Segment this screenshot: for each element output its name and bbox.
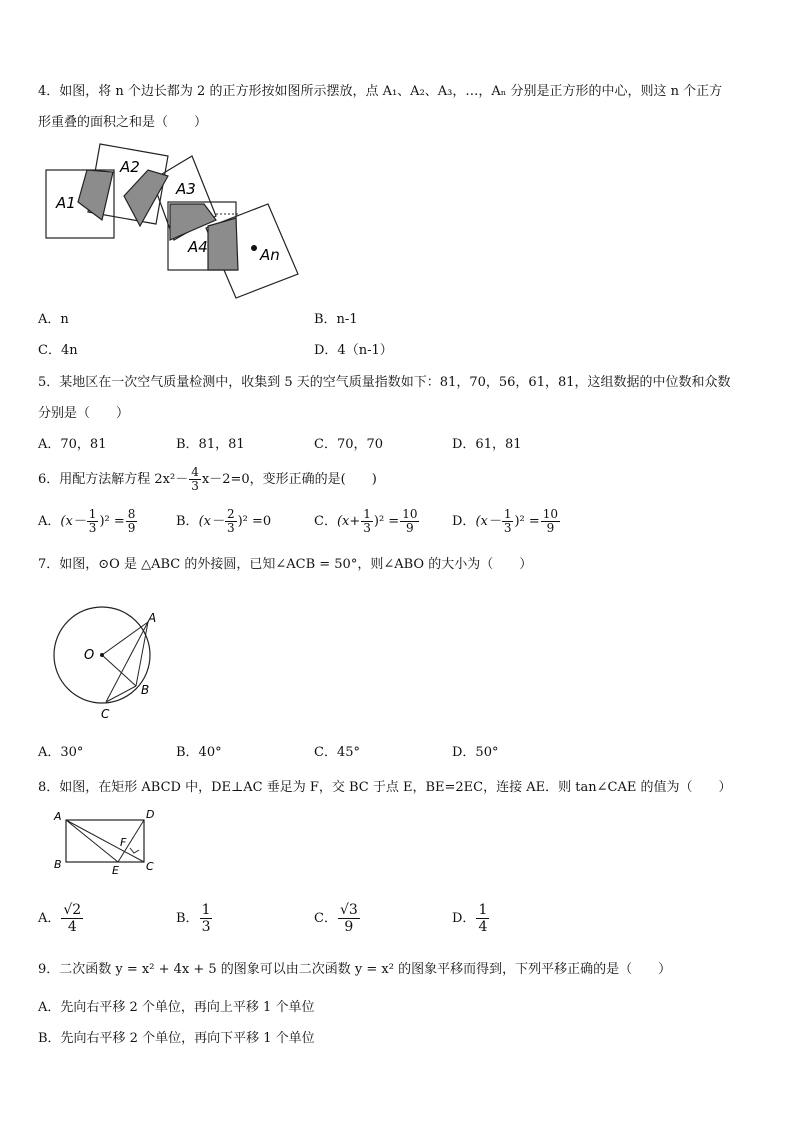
segment-oa <box>102 622 148 655</box>
q7-option-c[interactable]: C．45° <box>314 745 360 760</box>
q6-option-d[interactable]: D．(x－ $\frac{1}{3}$ )² = $\frac{10}{9}$ <box>452 507 559 535</box>
q4-squares-figure <box>40 140 330 300</box>
q5-option-a[interactable]: A．70，81 <box>38 437 107 452</box>
label-a1: A1 <box>56 194 76 212</box>
q8-option-c[interactable]: C． $\frac{√3}{9}$ <box>314 902 358 935</box>
label-a4: A4 <box>188 238 208 256</box>
overlap-4 <box>208 218 238 270</box>
segment-ae <box>66 820 118 862</box>
label-c: C <box>101 707 110 721</box>
q5-option-c[interactable]: C．70，70 <box>314 437 384 452</box>
label-o: O <box>84 648 95 663</box>
numerator: 4 <box>191 465 199 479</box>
label-a3: A3 <box>176 180 196 198</box>
q7-circle-figure <box>44 606 174 724</box>
segment-ob <box>102 655 136 686</box>
segment-ab <box>136 622 148 686</box>
label-b: B <box>54 858 62 871</box>
q4-option-d[interactable]: D．4（n-1） <box>314 343 393 358</box>
overlap-2 <box>124 170 168 226</box>
label-f: F <box>120 836 127 849</box>
diagonal-ac <box>66 820 144 862</box>
q8-option-d[interactable]: D． $\frac{1}{4}$ <box>452 902 488 935</box>
q4-stem-line2: 形重叠的面积之和是（ ） <box>38 115 208 130</box>
q5-stem-line2: 分别是（ ） <box>38 406 130 421</box>
overlap-1 <box>78 170 113 220</box>
right-angle-mark <box>130 848 139 853</box>
q9-option-a[interactable]: A．先向右平移 2 个单位，再向上平移 1 个单位 <box>38 1000 315 1015</box>
label-d: D <box>146 808 155 821</box>
q5-option-b[interactable]: B．81，81 <box>176 437 245 452</box>
q8-option-b[interactable]: B． $\frac{1}{3}$ <box>176 902 211 935</box>
q4-stem-line1: 4．如图，将 n 个边长都为 2 的正方形按如图所示摆放，点 A₁、A₂、A₃，…，Aₙ 分别是正方形的中心，则这 n 个正方 <box>38 84 723 99</box>
q6-stem-fraction <box>189 466 201 493</box>
q7-option-d[interactable]: D．50° <box>452 745 499 760</box>
label-e: E <box>112 864 119 877</box>
q6-stem-b: x－2=0，变形正确的是( ) <box>201 472 377 487</box>
q6-stem-a: 6．用配方法解方程 2x²－ <box>38 472 189 487</box>
q5-stem-line1: 5．某地区在一次空气质量检测中，收集到 5 天的空气质量指数如下：81，70，56，61，81，这组数据的中位数和众数 <box>38 375 731 390</box>
q8-stem: 8．如图，在矩形 ABCD 中，DE⊥AC 垂足为 F，交 BC 于点 E，BE=2EC，连接 AE．则 tan∠CAE 的值为（ ） <box>38 780 732 795</box>
label-a2: A2 <box>120 158 140 176</box>
q8-rectangle-figure <box>50 806 160 878</box>
label-a: A <box>54 810 62 823</box>
q4-option-c[interactable]: C．4n <box>38 343 78 358</box>
label-c: C <box>146 860 154 873</box>
label-a: A <box>148 611 157 625</box>
q8-option-a[interactable]: A． $\frac{√2}{4}$ <box>38 902 82 935</box>
q6-stem <box>38 466 377 493</box>
q6-option-c[interactable]: C．(x+ $\frac{1}{3}$ )² = $\frac{10}{9}$ <box>314 507 418 535</box>
q7-option-b[interactable]: B．40° <box>176 745 222 760</box>
label-b: B <box>141 683 150 697</box>
q4-option-a[interactable]: A．n <box>38 312 69 327</box>
q6-option-a[interactable]: A．(x－ $\frac{1}{3}$ )² = $\frac{8}{9}$ <box>38 507 136 535</box>
q9-option-b[interactable]: B．先向右平移 2 个单位，再向下平移 1 个单位 <box>38 1031 315 1046</box>
q9-stem: 9．二次函数 y = x² + 4x + 5 的图象可以由二次函数 y = x² 的图象平移而得到，下列平移正确的是（ ） <box>38 962 672 977</box>
q5-option-d[interactable]: D．61，81 <box>452 437 522 452</box>
label-an: An <box>260 246 280 264</box>
center-an <box>251 245 257 251</box>
denominator: 3 <box>191 479 199 493</box>
q6-option-b[interactable]: B．(x－ $\frac{2}{3}$ )² =0 <box>176 507 272 535</box>
q7-option-a[interactable]: A．30° <box>38 745 84 760</box>
q7-stem: 7．如图，⊙O 是 △ABC 的外接圆，已知∠ACB = 50°，则∠ABO 的大小为（ ） <box>38 557 533 572</box>
q4-option-b[interactable]: B．n-1 <box>314 312 358 327</box>
